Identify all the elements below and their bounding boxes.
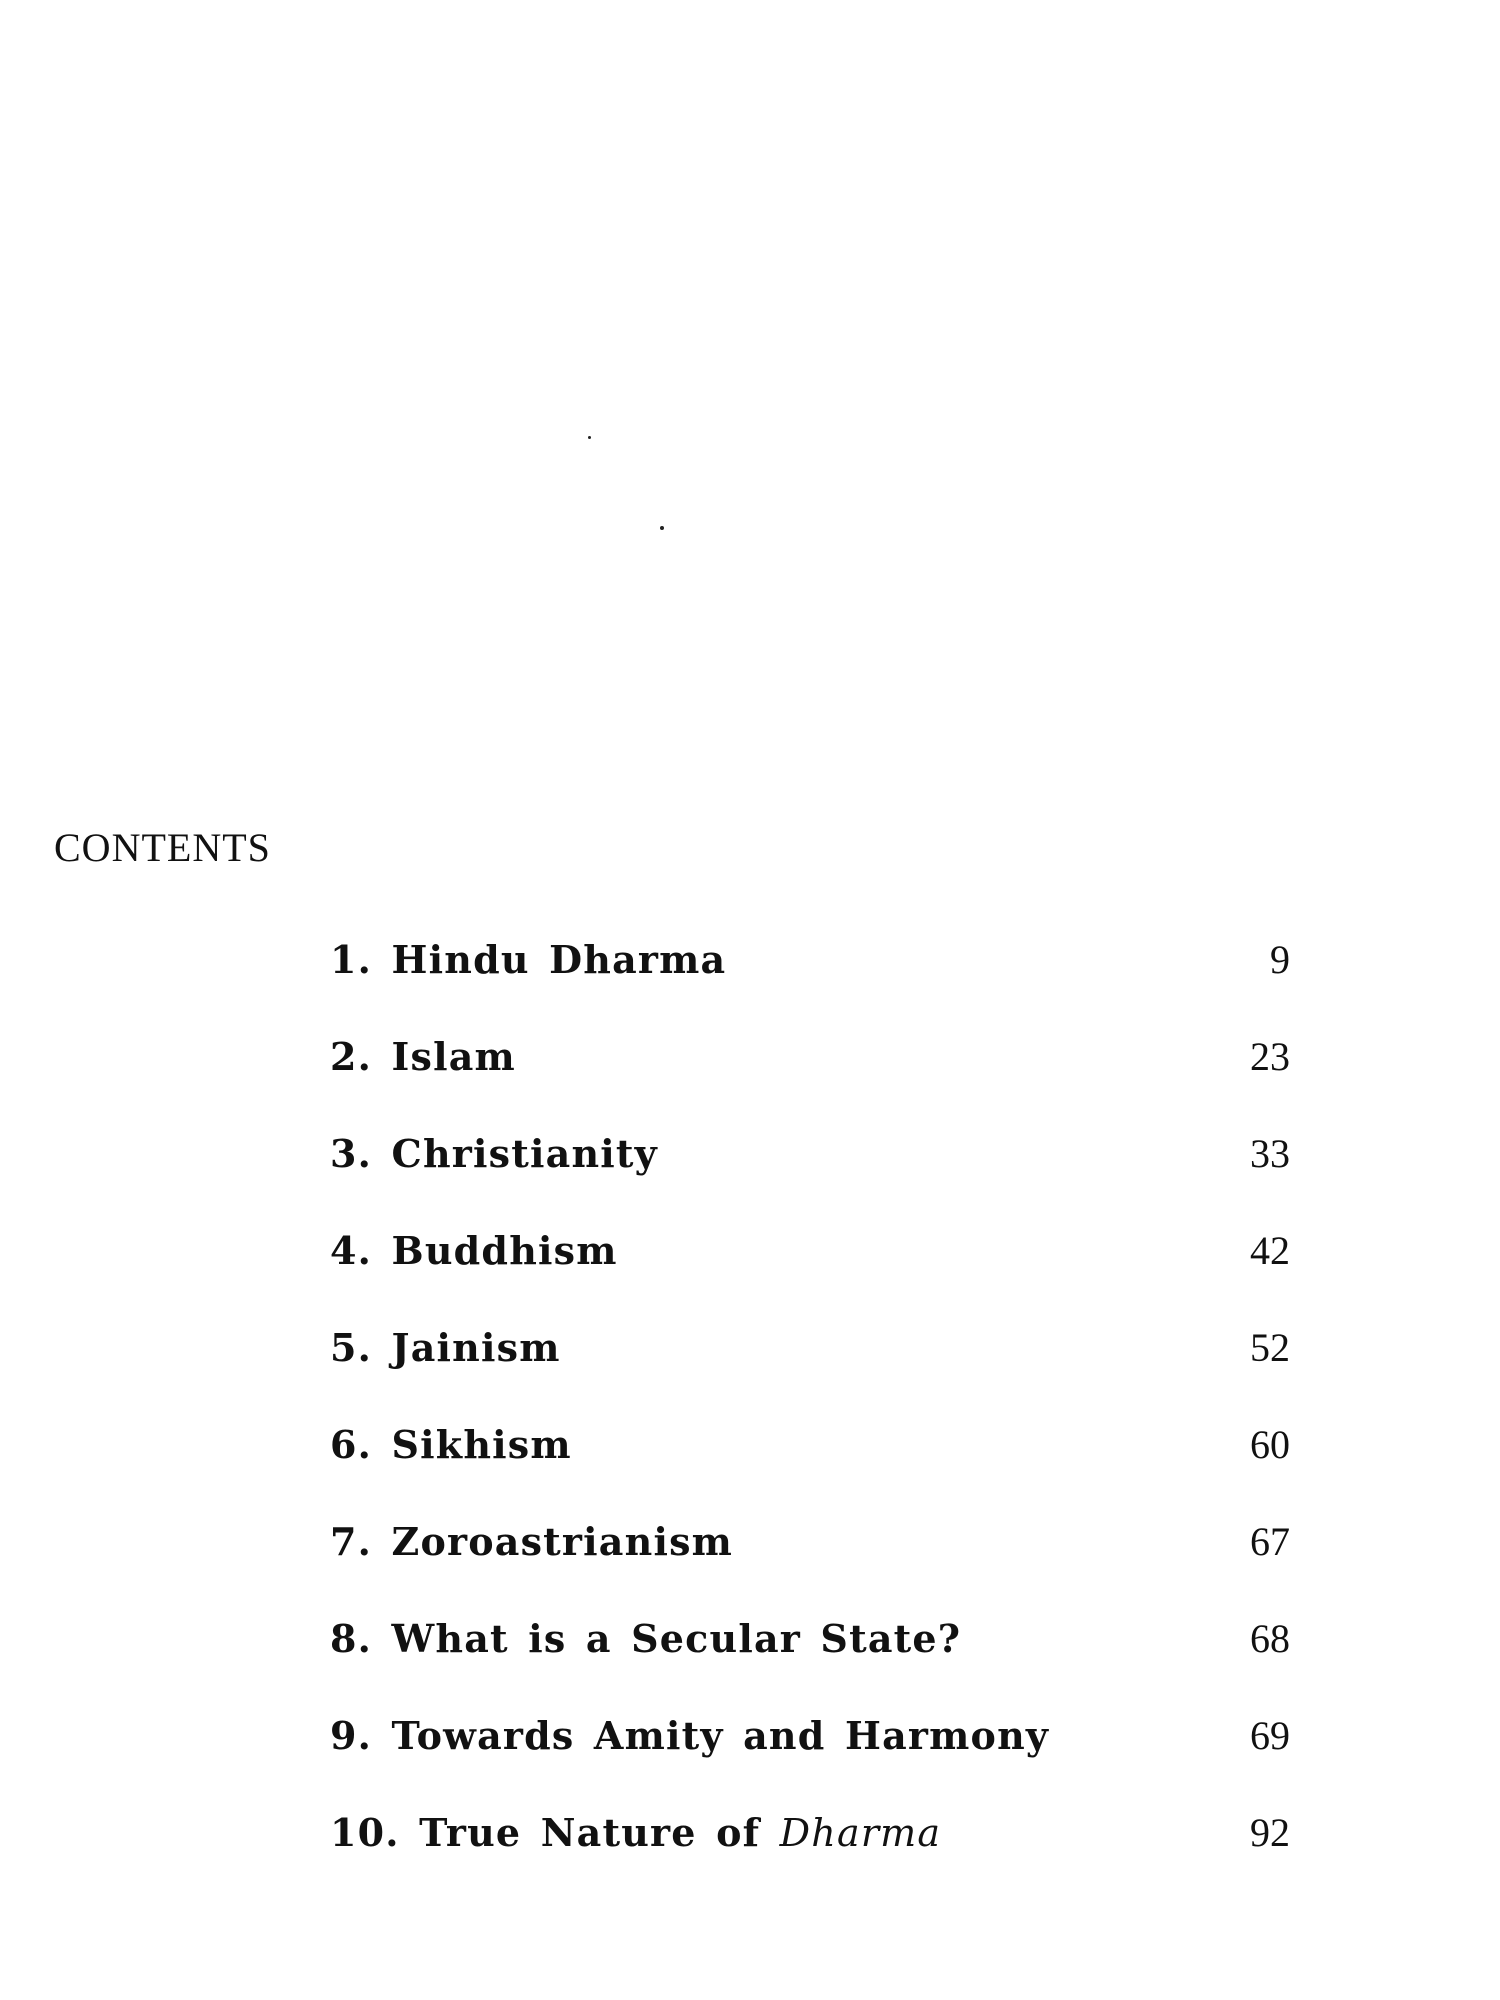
toc-entry[interactable] bbox=[330, 1615, 1290, 1712]
toc-entry-page: 23 bbox=[1250, 1034, 1290, 1079]
toc-entry-title: Islam bbox=[391, 1034, 516, 1079]
toc-entry[interactable] bbox=[330, 1518, 1290, 1615]
toc-entry-page: 92 bbox=[1250, 1810, 1290, 1855]
toc-entry-number: 9. bbox=[330, 1713, 373, 1758]
toc-entry-page: 42 bbox=[1250, 1228, 1290, 1273]
toc-entry[interactable] bbox=[330, 1033, 1290, 1130]
toc-entry-number: 2. bbox=[330, 1034, 373, 1079]
toc-entry-page: 67 bbox=[1250, 1519, 1290, 1564]
toc-entry-title: Christianity bbox=[391, 1131, 658, 1176]
toc-entry-title: True Nature of bbox=[419, 1810, 761, 1855]
toc-entry-title: Jainism bbox=[391, 1325, 561, 1370]
toc-entry-number: 3. bbox=[330, 1131, 373, 1176]
toc-entry[interactable] bbox=[330, 1712, 1290, 1809]
toc-entry-page: 33 bbox=[1250, 1131, 1290, 1176]
toc-entry-page: 9 bbox=[1270, 937, 1290, 982]
toc-entry-title: Towards Amity and Harmony bbox=[391, 1713, 1050, 1758]
contents-heading: CONTENTS bbox=[54, 825, 271, 870]
toc-entry-number: 4. bbox=[330, 1228, 373, 1273]
toc-entry-title: Sikhism bbox=[391, 1422, 572, 1467]
toc-entry[interactable] bbox=[330, 1421, 1290, 1518]
toc-entry-title-emphasis: Dharma bbox=[779, 1811, 942, 1855]
toc-entry-title: Buddhism bbox=[391, 1228, 618, 1273]
toc-entry-title: Hindu Dharma bbox=[391, 937, 727, 982]
toc-entry-number: 7. bbox=[330, 1519, 373, 1564]
toc-entry-number: 5. bbox=[330, 1325, 373, 1370]
toc-entry[interactable] bbox=[330, 936, 1290, 1033]
toc-entry-number: 8. bbox=[330, 1616, 373, 1661]
toc-entry-page: 60 bbox=[1250, 1422, 1290, 1467]
toc-entry-number: 10. bbox=[330, 1810, 400, 1855]
ink-speck bbox=[588, 436, 591, 439]
toc-entry-page: 69 bbox=[1250, 1713, 1290, 1758]
toc-entry-title: Zoroastrianism bbox=[391, 1519, 734, 1564]
toc-entry-page: 52 bbox=[1250, 1325, 1290, 1370]
toc-entry[interactable] bbox=[330, 1227, 1290, 1324]
toc-entry[interactable] bbox=[330, 1324, 1290, 1421]
toc-entry-number: 1. bbox=[330, 937, 373, 982]
toc-entry-number: 6. bbox=[330, 1422, 373, 1467]
toc-entry[interactable] bbox=[330, 1130, 1290, 1227]
toc-entry-title: What is a Secular State? bbox=[391, 1616, 962, 1661]
ink-speck bbox=[660, 526, 664, 530]
table-of-contents bbox=[330, 936, 1290, 1906]
toc-entry[interactable] bbox=[330, 1809, 1290, 1906]
toc-entry-page: 68 bbox=[1250, 1616, 1290, 1661]
